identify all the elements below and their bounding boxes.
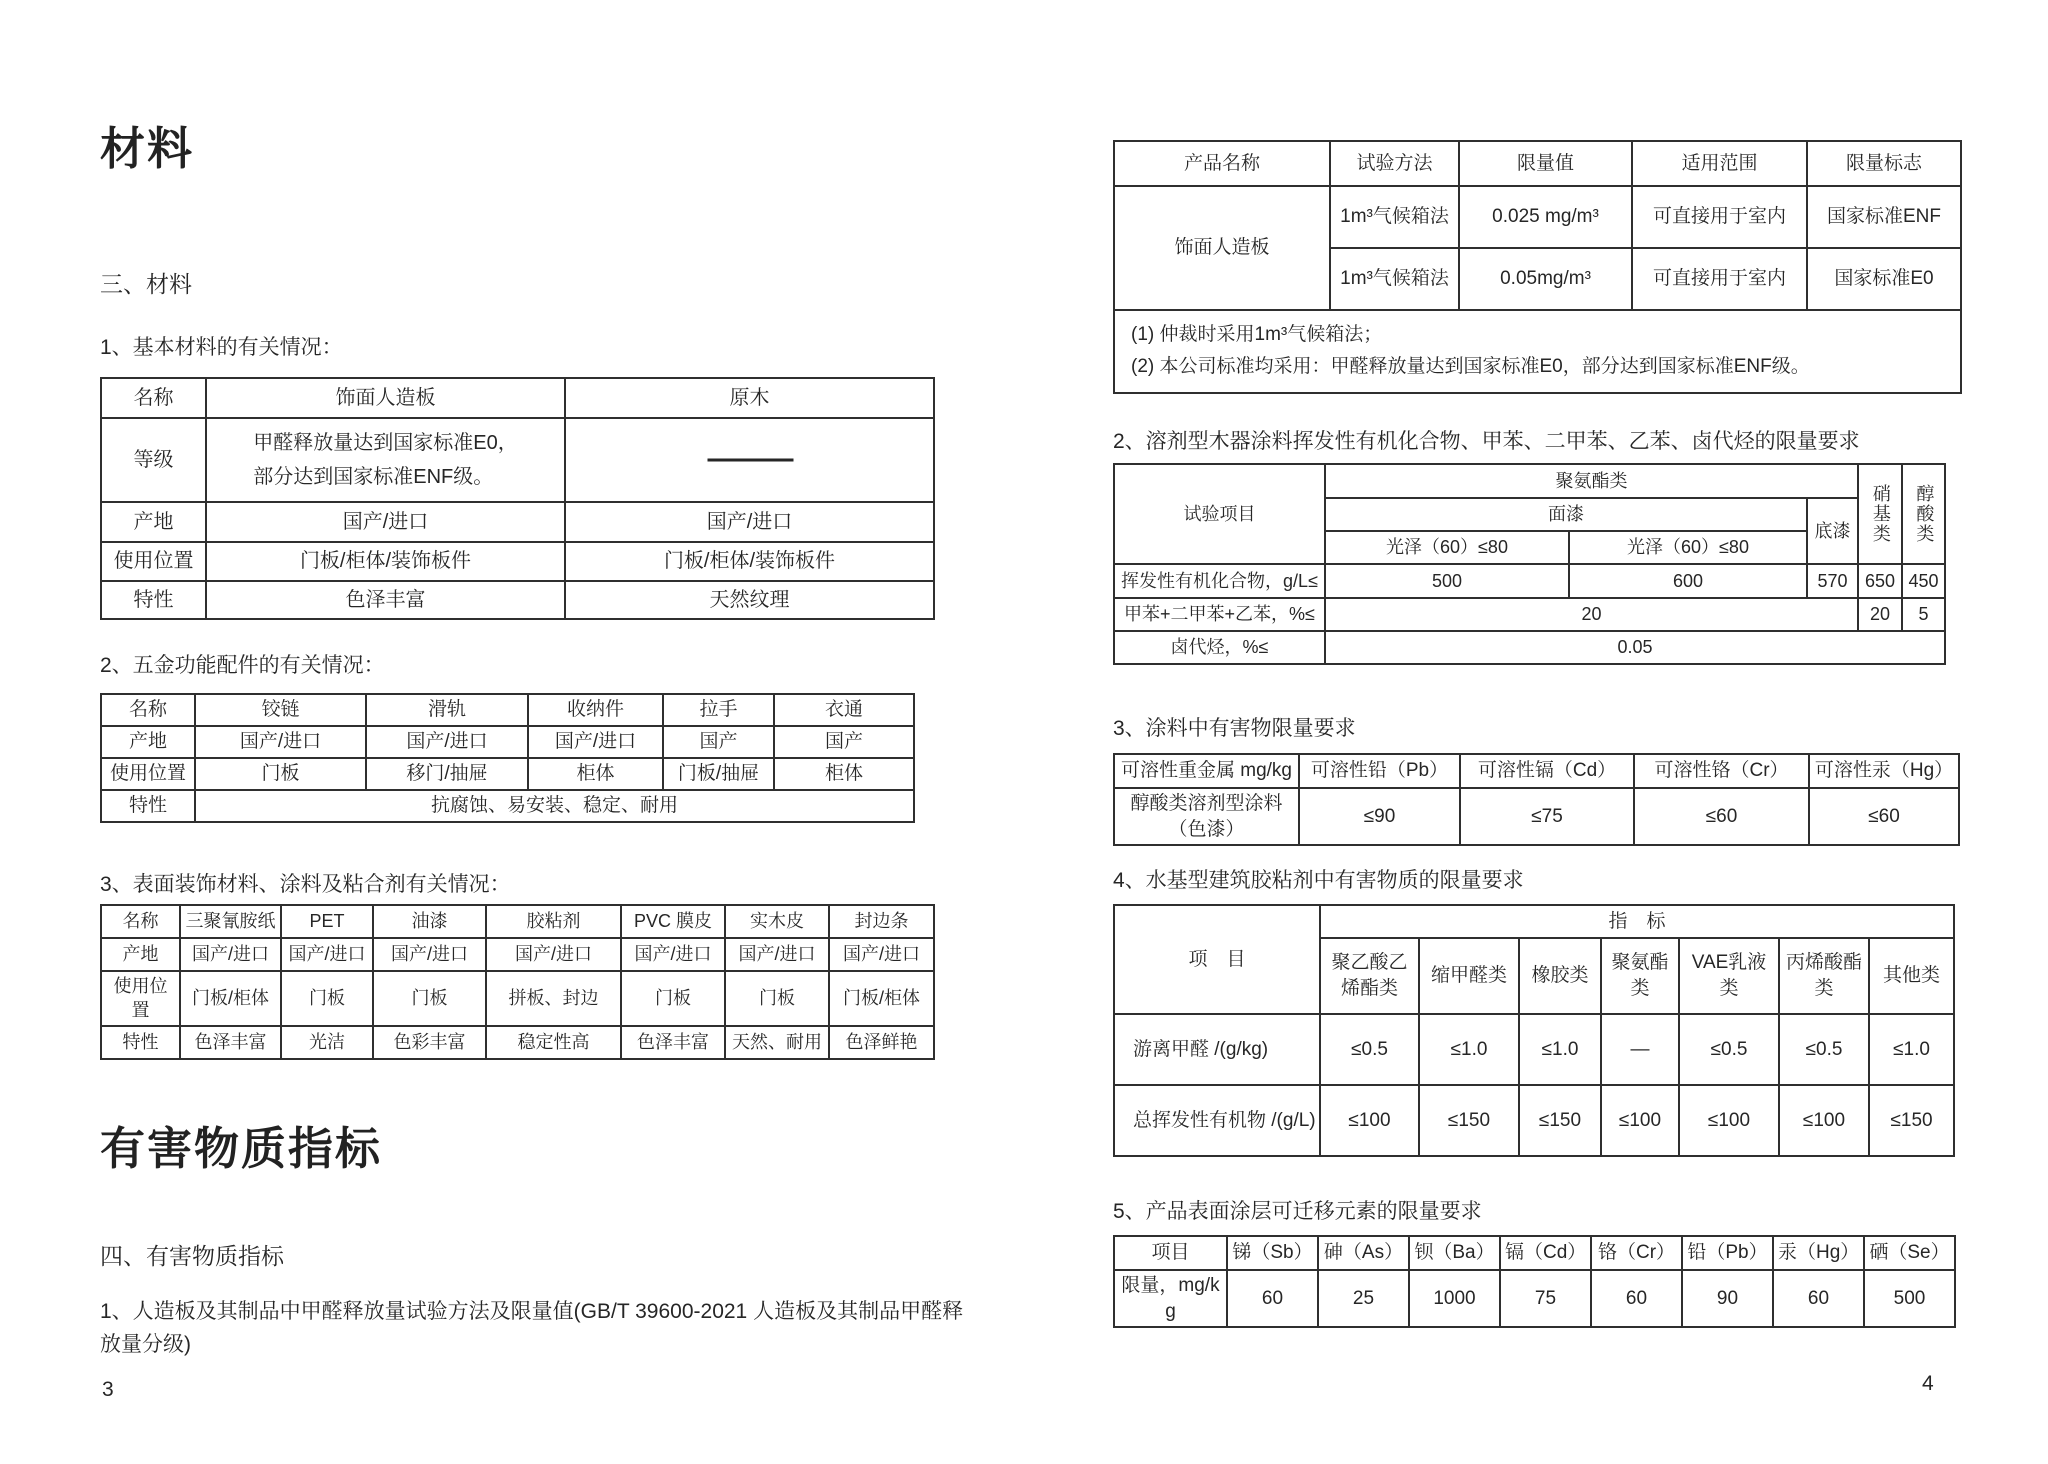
- cell: 门板: [281, 971, 373, 1026]
- adhesive-hazard-table: [1113, 904, 1955, 1157]
- row-label: 游离甲醛 /(g/kg): [1114, 1014, 1320, 1085]
- table-notes: [1114, 310, 1961, 393]
- col-header-alkyd: [1902, 464, 1945, 564]
- col-header-item: 项 目: [1114, 905, 1320, 1014]
- cell: 可直接用于室内: [1632, 186, 1807, 248]
- cell: 450: [1902, 564, 1945, 598]
- col-header-primer: 底漆: [1807, 498, 1858, 564]
- cell: 色泽丰富: [180, 1026, 281, 1059]
- col-header: 收纳件: [528, 694, 663, 726]
- cell: ≤150: [1519, 1085, 1601, 1156]
- cell: 光洁: [281, 1026, 373, 1059]
- cell-merged: 20: [1325, 598, 1858, 631]
- row-label: 挥发性有机化合物，g/L≤: [1114, 564, 1325, 598]
- cell: ≤75: [1460, 788, 1634, 845]
- cell: 国产: [663, 726, 774, 758]
- cell: ≤1.0: [1419, 1014, 1519, 1085]
- col-header: 封边条: [829, 905, 934, 938]
- col-header-indicator: 指 标: [1320, 905, 1954, 938]
- col-header: 名称: [101, 694, 195, 726]
- cell: ≤0.5: [1779, 1014, 1869, 1085]
- col-header-gloss-b: 光泽（60）≤80: [1569, 531, 1807, 564]
- row-label: 卤代烃，%≤: [1114, 631, 1325, 664]
- cell: 门板: [725, 971, 829, 1026]
- note-line-1: (1) 仲裁时采用1m³气候箱法；: [1131, 324, 1383, 345]
- cell-product-name: 饰面人造板: [1114, 186, 1330, 310]
- cell: 色泽丰富: [206, 581, 565, 619]
- cell: 75: [1500, 1270, 1591, 1327]
- col-header: 胶粘剂: [486, 905, 621, 938]
- right-page: [1113, 0, 1983, 1464]
- surface-materials-table: [100, 904, 935, 1060]
- cell-grade-wood: [565, 418, 934, 502]
- col-header: 滑轨: [366, 694, 528, 726]
- col-header-polyurethane: 聚氨酯类: [1325, 464, 1858, 498]
- cell: 门板/柜体: [180, 971, 281, 1026]
- col-header: 产品名称: [1114, 141, 1330, 186]
- col-header: 名称: [101, 905, 180, 938]
- col-header: 锑（Sb）: [1227, 1236, 1318, 1270]
- cell: 国家标准E0: [1807, 248, 1961, 310]
- cell: 90: [1682, 1270, 1773, 1327]
- cell: 20: [1858, 598, 1902, 631]
- section-title-hazard: 四、有害物质指标: [100, 1243, 284, 1269]
- col-header: 油漆: [373, 905, 486, 938]
- cell: 柜体: [774, 758, 914, 790]
- cell: 色泽鲜艳: [829, 1026, 934, 1059]
- col-header: 饰面人造板: [206, 378, 565, 418]
- cell: 国产/进口: [195, 726, 366, 758]
- cell: 1000: [1409, 1270, 1500, 1327]
- cell: 1m³气候箱法: [1330, 248, 1459, 310]
- basic-materials-table: [100, 377, 935, 620]
- cell: 色彩丰富: [373, 1026, 486, 1059]
- col-header: 橡胶类: [1519, 938, 1601, 1014]
- cell: ≤1.0: [1869, 1014, 1954, 1085]
- col-header: 可溶性铅（Pb）: [1299, 754, 1460, 788]
- page-number-right: 4: [1922, 1372, 1934, 1395]
- vertical-text: 醇酸类: [1914, 484, 1935, 544]
- cell: 60: [1591, 1270, 1682, 1327]
- vertical-text: 硝基类: [1870, 484, 1891, 544]
- cell: 国产/进口: [180, 938, 281, 971]
- row-label: 特性: [101, 581, 206, 619]
- page-number-left: 3: [102, 1378, 114, 1401]
- cell-grade-veneer: [206, 418, 565, 502]
- cell: 25: [1318, 1270, 1409, 1327]
- heading-basic-materials: 1、基本材料的有关情况：: [100, 336, 343, 359]
- cell: 5: [1902, 598, 1945, 631]
- cell: 柜体: [528, 758, 663, 790]
- col-header: 实木皮: [725, 905, 829, 938]
- col-header: 铰链: [195, 694, 366, 726]
- col-header: VAE乳液类: [1679, 938, 1779, 1014]
- col-header: 项目: [1114, 1236, 1227, 1270]
- col-header: 可溶性重金属 mg/kg: [1114, 754, 1299, 788]
- cell: 拼板、封边: [486, 971, 621, 1026]
- col-header: 三聚氰胺纸: [180, 905, 281, 938]
- row-label: 使用位置: [101, 758, 195, 790]
- grade-line-2: 部分达到国家标准ENF级。: [253, 466, 494, 488]
- cell: 门板: [621, 971, 725, 1026]
- heading-migration-elements: 5、产品表面涂层可迁移元素的限量要求: [1113, 1200, 1482, 1223]
- cell-merged: 0.05: [1325, 631, 1945, 664]
- cell: 国家标准ENF: [1807, 186, 1961, 248]
- col-header-test-item: 试验项目: [1114, 464, 1325, 564]
- cell: 国产: [774, 726, 914, 758]
- row-label: 特性: [101, 1026, 180, 1059]
- col-header: 聚氨酯类: [1601, 938, 1679, 1014]
- page-title-materials: 材料: [100, 123, 195, 174]
- cell: 门板/柜体/装饰板件: [206, 542, 565, 581]
- cell: 0.05mg/m³: [1459, 248, 1632, 310]
- cell: 500: [1864, 1270, 1955, 1327]
- col-header: PVC 膜皮: [621, 905, 725, 938]
- coating-hazard-table: [1113, 753, 1960, 846]
- cell: 570: [1807, 564, 1858, 598]
- heading-hardware: 2、五金功能配件的有关情况：: [100, 654, 385, 677]
- cell: 移门/抽屉: [366, 758, 528, 790]
- cell: 国产/进口: [281, 938, 373, 971]
- col-header: 聚乙酸乙烯酯类: [1320, 938, 1419, 1014]
- cell: 门板/抽屉: [663, 758, 774, 790]
- cell: 门板: [373, 971, 486, 1026]
- col-header: 丙烯酸酯类: [1779, 938, 1869, 1014]
- cell: 国产/进口: [373, 938, 486, 971]
- cell: 1m³气候箱法: [1330, 186, 1459, 248]
- row-label: 使用位置: [101, 542, 206, 581]
- cell: 门板: [195, 758, 366, 790]
- heading-solvent-coating: 2、溶剂型木器涂料挥发性有机化合物、甲苯、二甲苯、乙苯、卤代烃的限量要求: [1113, 430, 1860, 453]
- cell: ≤150: [1419, 1085, 1519, 1156]
- hazard-intro-text: 1、人造板及其制品中甲醛释放量试验方法及限量值(GB/T 39600-2021 人造板及其制品甲醛释放量分级): [100, 1300, 964, 1356]
- note-line-2: (2) 本公司标准均采用：甲醛释放量达到国家标准E0，部分达到国家标准ENF级。: [1131, 356, 1810, 378]
- cell: 600: [1569, 564, 1807, 598]
- cell: 0.025 mg/m³: [1459, 186, 1632, 248]
- cell: ≤100: [1320, 1085, 1419, 1156]
- row-label: 产地: [101, 502, 206, 542]
- heading-adhesive-hazard: 4、水基型建筑胶粘剂中有害物质的限量要求: [1113, 869, 1524, 892]
- cell: ≤60: [1634, 788, 1809, 845]
- cell: ≤90: [1299, 788, 1460, 845]
- col-header-gloss-a: 光泽（60）≤80: [1325, 531, 1569, 564]
- heading-coating-hazard: 3、涂料中有害物限量要求: [1113, 717, 1356, 740]
- col-header: 拉手: [663, 694, 774, 726]
- cell: 国产/进口: [565, 502, 934, 542]
- cell: 国产/进口: [829, 938, 934, 971]
- row-label: 醇酸类溶剂型涂料（色漆）: [1114, 788, 1299, 845]
- row-label: 甲苯+二甲苯+乙苯，%≤: [1114, 598, 1325, 631]
- col-header: 衣通: [774, 694, 914, 726]
- cell: 稳定性高: [486, 1026, 621, 1059]
- col-header: 铬（Cr）: [1591, 1236, 1682, 1270]
- hardware-table: [100, 693, 915, 823]
- col-header: 可溶性铬（Cr）: [1634, 754, 1809, 788]
- col-header: 汞（Hg）: [1773, 1236, 1864, 1270]
- cell: 国产/进口: [528, 726, 663, 758]
- cell: 60: [1227, 1270, 1318, 1327]
- row-label: 产地: [101, 726, 195, 758]
- col-header: 镉（Cd）: [1500, 1236, 1591, 1270]
- cell: ≤150: [1869, 1085, 1954, 1156]
- section-title-materials: 三、材料: [100, 271, 192, 297]
- cell: 门板/柜体: [829, 971, 934, 1026]
- cell: —: [1601, 1014, 1679, 1085]
- col-header: 硒（Se）: [1864, 1236, 1955, 1270]
- row-label: 等级: [101, 418, 206, 502]
- col-header: PET: [281, 905, 373, 938]
- cell: 国产/进口: [366, 726, 528, 758]
- cell: 60: [1773, 1270, 1864, 1327]
- row-label: 特性: [101, 790, 195, 822]
- cell: ≤1.0: [1519, 1014, 1601, 1085]
- col-header: 可溶性镉（Cd）: [1460, 754, 1634, 788]
- cell: ≤60: [1809, 788, 1959, 845]
- cell: 可直接用于室内: [1632, 248, 1807, 310]
- col-header-topcoat: 面漆: [1325, 498, 1807, 531]
- cell: 国产/进口: [486, 938, 621, 971]
- grade-line-1: 甲醛释放量达到国家标准E0，: [253, 432, 518, 454]
- col-header: 缩甲醛类: [1419, 938, 1519, 1014]
- row-label: 总挥发性有机物 /(g/L): [1114, 1085, 1320, 1156]
- col-header: 铅（Pb）: [1682, 1236, 1773, 1270]
- cell: ≤100: [1601, 1085, 1679, 1156]
- cell: ≤0.5: [1679, 1014, 1779, 1085]
- col-header: 试验方法: [1330, 141, 1459, 186]
- cell: ≤100: [1679, 1085, 1779, 1156]
- cell: 国产/进口: [725, 938, 829, 971]
- cell: ≤100: [1779, 1085, 1869, 1156]
- migration-elements-table: [1113, 1235, 1956, 1328]
- cell: 500: [1325, 564, 1569, 598]
- cell: 色泽丰富: [621, 1026, 725, 1059]
- col-header: 砷（As）: [1318, 1236, 1409, 1270]
- row-label: 产地: [101, 938, 180, 971]
- col-header-nitro: [1858, 464, 1902, 564]
- row-label: 使用位置: [101, 971, 180, 1026]
- cell: 天然、耐用: [725, 1026, 829, 1059]
- row-label: 限量，mg/kg: [1114, 1270, 1227, 1327]
- col-header: 原木: [565, 378, 934, 418]
- cell-feature-merged: 抗腐蚀、易安装、稳定、耐用: [195, 790, 914, 822]
- col-header: 其他类: [1869, 938, 1954, 1014]
- col-header: 适用范围: [1632, 141, 1807, 186]
- page-title-hazard: 有害物质指标: [100, 1123, 383, 1174]
- left-page: [100, 0, 990, 1464]
- cell: 天然纹理: [565, 581, 934, 619]
- cell: ≤0.5: [1320, 1014, 1419, 1085]
- col-header: 钡（Ba）: [1409, 1236, 1500, 1270]
- col-header: 可溶性汞（Hg）: [1809, 754, 1959, 788]
- cell: 国产/进口: [206, 502, 565, 542]
- solvent-coating-table: [1113, 463, 1946, 665]
- col-header: 名称: [101, 378, 206, 418]
- col-header: 限量值: [1459, 141, 1632, 186]
- heading-surface-materials: 3、表面装饰材料、涂料及粘合剂有关情况：: [100, 873, 511, 896]
- cell: 650: [1858, 564, 1902, 598]
- cell: 门板/柜体/装饰板件: [565, 542, 934, 581]
- dash-line: ———: [707, 442, 792, 475]
- cell: 国产/进口: [621, 938, 725, 971]
- col-header: 限量标志: [1807, 141, 1961, 186]
- formaldehyde-limit-table: [1113, 140, 1962, 394]
